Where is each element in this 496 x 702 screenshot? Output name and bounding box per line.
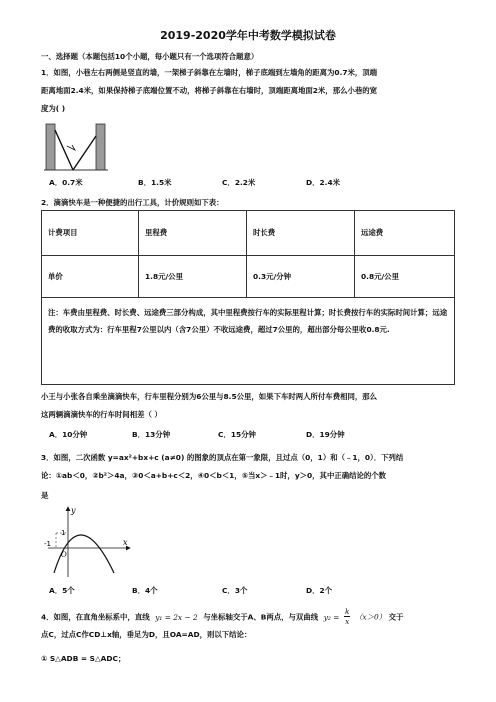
table-header-time: 时长费: [247, 211, 355, 256]
q4-line-1: [41, 608, 403, 627]
fee-note: 注：车费由里程费、时长费、远途费三部分构成，其中里程费按行车的实际里程计算；时长费按行车的实际时间计算；远途费的收取方式为：行车里程7公里以内（含7公里）不收远途费，超过7公里的，超出部分每公里收0.8元.: [41, 297, 455, 385]
origin-label: O: [61, 551, 67, 559]
q2-line-1: 小王与小张各自乘坐滴滴快车，行车里程分别为6公里与8.5公里，如果下车时两人所付车费相同，那么: [41, 392, 378, 401]
q2-option-c[interactable]: C．15分钟: [218, 430, 256, 439]
tick-label-one: 1: [61, 529, 66, 537]
table-cell-distance: 0.8元/公里: [355, 256, 455, 298]
table-row-label: 单价: [42, 256, 139, 298]
q4-hyperbola-lhs: y₂ =: [323, 612, 340, 622]
table-cell-time: 0.3元/分钟: [247, 256, 355, 298]
q4-fraction: [344, 607, 350, 626]
q1-option-b[interactable]: B．1.5米: [138, 178, 172, 187]
q2-stem: 2．滴滴快车是一种便捷的出行工具，计价规则如下表：: [41, 198, 224, 207]
q4-prefix: 4．如图，在直角坐标系中，直线: [41, 612, 150, 622]
table-header-mileage: 里程费: [139, 211, 247, 256]
q4-suffix: 交于: [388, 612, 404, 622]
y-axis-label: y: [71, 506, 76, 515]
tick-label-neg-one: -1: [44, 540, 51, 548]
q3-option-c[interactable]: C．3个: [222, 586, 248, 595]
q1-ladder-figure: [44, 122, 112, 174]
q2-option-d[interactable]: D．19分钟: [306, 430, 345, 439]
q4-mid: 与坐标轴交于A、B两点，与双曲线: [203, 612, 319, 622]
q3-option-a[interactable]: A．5个: [49, 586, 75, 595]
fee-table: [41, 210, 455, 298]
q4-line-equation: y₁ = 2x − 2: [155, 612, 198, 622]
q1-option-c[interactable]: C．2.2米: [222, 178, 256, 187]
q3-line-3: 是: [41, 491, 49, 500]
q1-line-2: 距离地面2.4米，如果保持梯子底端位置不动，将梯子斜靠在右墙时，顶端距离地面2米，那么小巷的宽: [41, 86, 378, 95]
q1-line-3: 度为( ): [41, 104, 66, 113]
q2-option-b[interactable]: B．13分钟: [132, 430, 171, 439]
q1-line-1: 1．如图，小巷左右两侧是竖直的墙，一架梯子斜靠在左墙时，梯子底端到左墙角的距离为0.7米，顶端: [41, 68, 378, 77]
table-cell-mileage: 1.8元/公里: [139, 256, 247, 298]
x-axis-label: x: [123, 538, 128, 547]
page-title: 2019-2020学年中考数学模拟试卷: [160, 29, 336, 42]
section-heading: 一、选择题（本题包括10个小题，每小题只有一个选项符合题意）: [41, 52, 259, 61]
q4-hyperbola-condition: （x＞0）: [355, 612, 387, 622]
q4-fraction-denominator: x: [345, 617, 350, 626]
q3-line-1: 3．如图，二次函数 y=ax²+bx+c (a≠0) 的图象的顶点在第一象限，且过点（0，1）和（﹣1，0）．下列结: [41, 453, 404, 462]
q4-item-1: ① S△ADB = S△ADC；: [41, 654, 126, 663]
q2-line-2: 这两辆滴滴快车的行车时间相差（ ）: [41, 410, 162, 419]
q4-fraction-numerator: k: [344, 607, 350, 616]
table-header-distance: 远途费: [355, 211, 455, 256]
q1-option-a[interactable]: A．0.7米: [49, 178, 83, 187]
q3-option-b[interactable]: B．4个: [132, 586, 158, 595]
q1-option-d[interactable]: D．2.4米: [306, 178, 341, 187]
q2-option-a[interactable]: A．10分钟: [49, 430, 88, 439]
q4-line-2: 点C，过点C作CD⊥x轴，垂足为D，且OA=AD，则以下结论：: [41, 630, 252, 639]
q3-line-2: 论：①ab＜0，②b²＞4a，③0＜a+b+c＜2，④0＜b＜1，⑤当x＞﹣1时，y＞0，其中正确结论的个数: [41, 471, 387, 480]
q3-option-d[interactable]: D．2个: [306, 586, 333, 595]
q3-parabola-graph: [44, 503, 134, 579]
table-header-item: 计费项目: [42, 211, 139, 256]
